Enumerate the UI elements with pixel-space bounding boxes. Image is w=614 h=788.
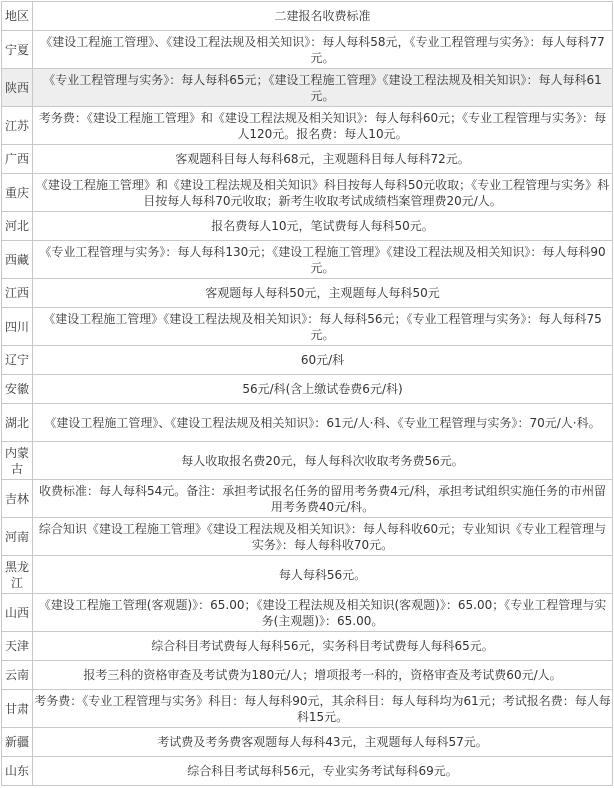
table-row <box>2 404 612 441</box>
fee-cell: 《建设工程施工管理》《建设工程法规及相关知识》：每人每科56元；《专业工程管理与实务》：每人每科75元。 <box>33 308 612 345</box>
table-row <box>2 212 612 240</box>
fee-table <box>1 1 613 786</box>
region-cell: 黑龙江 <box>2 556 32 593</box>
table-row <box>2 518 612 555</box>
region-cell: 吉林 <box>2 480 32 517</box>
table-row <box>2 174 612 211</box>
fee-cell: 《专业工程管理与实务》：每人每科65元；《建设工程施工管理》《建设工程法规及相关知识》：每人每科61元。 <box>33 69 612 106</box>
region-cell: 广西 <box>2 145 32 173</box>
table-row <box>2 661 612 689</box>
region-cell: 新疆 <box>2 728 32 756</box>
table-row <box>2 69 612 106</box>
table-row <box>2 480 612 517</box>
fee-cell: 《专业工程管理与实务》：每人每科130元；《建设工程施工管理》《建设工程法规及相关知识》：每人每科90元。 <box>33 241 612 278</box>
fee-cell: 《建设工程施工管理》和《建设工程法规及相关知识》科目按每人每科50元收取；《专业工程管理与实务》科目按每人每科70元收取；新考生收取考试成绩档案管理费20元/人。 <box>33 174 612 211</box>
header-standard: 二建报名收费标准 <box>33 2 612 30</box>
fee-cell: 每人每科56元。 <box>33 556 612 593</box>
region-cell: 江西 <box>2 279 32 307</box>
fee-cell: 报名费每人10元，笔试费每人每科50元。 <box>33 212 612 240</box>
region-cell: 重庆 <box>2 174 32 211</box>
table-row <box>2 632 612 660</box>
table-header-row <box>2 2 612 30</box>
region-cell: 山西 <box>2 594 32 631</box>
table-row <box>2 107 612 144</box>
region-cell: 天津 <box>2 632 32 660</box>
fee-cell: 客观题每人每科50元，主观题每人每科50元 <box>33 279 612 307</box>
table-row <box>2 31 612 68</box>
region-cell: 陕西 <box>2 69 32 106</box>
fee-cell: 考试费及考务费客观题每人每科43元，主观题每人每科57元。 <box>33 728 612 756</box>
region-cell: 宁夏 <box>2 31 32 68</box>
table-row <box>2 556 612 593</box>
table-row <box>2 145 612 173</box>
fee-cell: 考务费：《专业工程管理与实务》科目：每人每科90元，其余科目：每人每科均为61元；考试报名费：每人每科15元。 <box>33 690 612 727</box>
fee-cell: 考务费：《建设工程施工管理》和《建设工程法规及相关知识》：每人每科60元；《专业工程管理与实务》：每人120元。报名费：每人10元。 <box>33 107 612 144</box>
fee-cell: 客观题科目每人每科68元，主观题科目每人每科72元。 <box>33 145 612 173</box>
region-cell: 甘肃 <box>2 690 32 727</box>
table-row <box>2 728 612 756</box>
table-row <box>2 279 612 307</box>
table-row <box>2 594 612 631</box>
fee-cell: 综合科目考试费每人每科56元，实务科目考试费每人每科65元。 <box>33 632 612 660</box>
fee-cell: 56元/科(含上缴试卷费6元/科) <box>33 375 612 403</box>
fee-cell: 综合知识《建设工程施工管理》《建设工程法规及相关知识》：每人每科收60元；专业知识《专业工程管理与实务》：每人每科收70元。 <box>33 518 612 555</box>
region-cell: 湖北 <box>2 404 32 441</box>
region-cell: 安徽 <box>2 375 32 403</box>
region-cell: 江苏 <box>2 107 32 144</box>
region-cell: 河北 <box>2 212 32 240</box>
region-cell: 河南 <box>2 518 32 555</box>
fee-cell: 60元/科 <box>33 346 612 374</box>
region-cell: 辽宁 <box>2 346 32 374</box>
fee-cell: 每人收取报名费20元，每人每科次收取考务费56元。 <box>33 442 612 479</box>
region-cell: 山东 <box>2 757 32 785</box>
region-cell: 内蒙古 <box>2 442 32 479</box>
table-row <box>2 757 612 785</box>
table-row <box>2 241 612 278</box>
region-cell: 云南 <box>2 661 32 689</box>
fee-cell: 《建设工程施工管理》、《建设工程法规及相关知识》：61元/人·科、《专业工程管理与实务》：70元/人·科。 <box>33 404 612 441</box>
table-row <box>2 690 612 727</box>
region-cell: 四川 <box>2 308 32 345</box>
header-region: 地区 <box>2 2 32 30</box>
fee-cell: 收费标准：每人每科54元。备注：承担考试报名任务的留用考务费4元/科，承担考试组织实施任务的市州留用考务费40元/科。 <box>33 480 612 517</box>
table-row <box>2 442 612 479</box>
fee-cell: 综合科目考试每科56元，专业实务考试每科69元。 <box>33 757 612 785</box>
fee-cell: 报考三科的资格审查及考试费为180元/人；增项报考一科的，资格审查及考试费60元/人。 <box>33 661 612 689</box>
region-cell: 西藏 <box>2 241 32 278</box>
fee-cell: 《建设工程施工管理(客观题)》：65.00；《建设工程法规及相关知识(客观题)》：65.00；《专业工程管理与实务(主观题)》：65.00。 <box>33 594 612 631</box>
table-row <box>2 308 612 345</box>
fee-cell: 《建设工程施工管理》、《建设工程法规及相关知识》：每人每科58元，《专业工程管理与实务》：每人每科77元。 <box>33 31 612 68</box>
table-row <box>2 375 612 403</box>
table-row <box>2 346 612 374</box>
